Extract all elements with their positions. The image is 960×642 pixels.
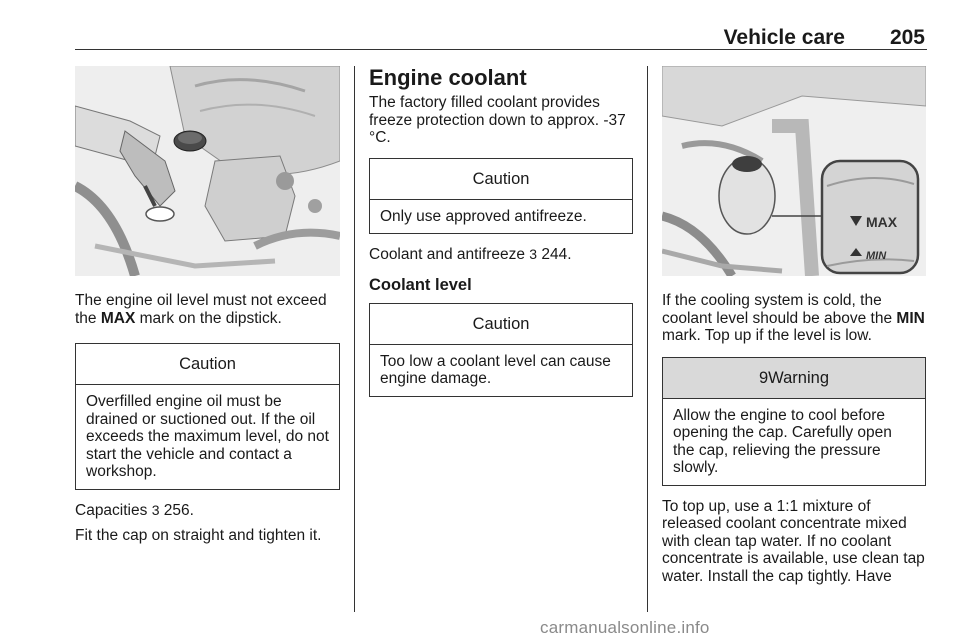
text-span: mark. Top up if the level is low.: [662, 327, 872, 344]
tank-max-mark: MAX: [866, 214, 898, 230]
caution-title: Caution: [370, 304, 632, 345]
ref-page[interactable]: 256.: [163, 501, 194, 519]
tank-min-mark: MIN: [866, 250, 887, 262]
warning-title: [663, 358, 925, 399]
page-ref-arrow-icon: 3: [151, 501, 160, 518]
caution-text: Only use approved antifreeze.: [380, 207, 587, 225]
engine-oil-fill-illustration: [75, 66, 340, 276]
caution-box-antifreeze: [369, 158, 633, 235]
column-divider: [647, 66, 648, 612]
warning-triangle-icon: 9: [758, 368, 769, 387]
top-up-paragraph: To top up, use a 1:1 mixture of released coolant concentrate mixed with clean tap water. If no coolant concentrate is available, use clean tap water. Install the cap tightly. Have: [662, 497, 925, 585]
ref-page[interactable]: 244.: [541, 246, 572, 263]
column-3: [662, 66, 926, 585]
page-header: [75, 26, 927, 50]
caution-text: Overfilled engine oil must be drained or suctioned out. If the oil exceeds the maximum level, do not start the vehicle and contact a workshop.: [86, 393, 329, 480]
text-span: The engine oil level must not exceed the: [75, 292, 327, 327]
section-heading: Engine coolant: [369, 65, 527, 90]
text-span: If the cooling system is cold, the coolant level should be above the: [662, 292, 897, 327]
warning-box: [662, 357, 926, 486]
ref-label: Coolant and antifreeze: [369, 246, 530, 263]
warning-text: Allow the engine to cool before opening the cap. Carefully open the cap, relieving the pressure slowly.: [673, 406, 892, 476]
caution-title: Caution: [76, 344, 339, 385]
caution-text: Too low a coolant level can cause engine damage.: [380, 352, 611, 387]
caution-title: Caution: [370, 159, 632, 200]
capacities-reference: [75, 502, 340, 520]
caution-box-oil: [75, 343, 340, 490]
column-1: [75, 66, 340, 545]
max-mark-label: MAX: [100, 309, 136, 327]
text-span: mark on the dipstick.: [135, 309, 282, 327]
subsection-heading: Coolant level: [369, 275, 472, 294]
cap-paragraph: Fit the cap on straight and tighten it.: [75, 527, 322, 544]
warning-label: Warning: [768, 368, 829, 387]
coolant-intro-paragraph: The factory filled coolant provides freeze protection down to approx. -37 °C.: [369, 94, 626, 146]
column-2: [369, 66, 633, 397]
coolant-tank-illustration: [662, 66, 926, 276]
coolant-level-paragraph: [662, 292, 926, 345]
watermark: carmanualsonline.info: [540, 618, 710, 637]
caution-box-coolant-level: [369, 303, 633, 397]
antifreeze-reference: [369, 246, 633, 264]
column-divider: [354, 66, 355, 612]
oil-level-paragraph: [75, 292, 340, 327]
min-mark-label: MIN: [896, 309, 925, 327]
ref-label: Capacities: [75, 501, 152, 519]
section-title: Vehicle care: [723, 26, 845, 49]
page-number: 205: [889, 26, 925, 49]
page-ref-arrow-icon: 3: [529, 246, 538, 262]
